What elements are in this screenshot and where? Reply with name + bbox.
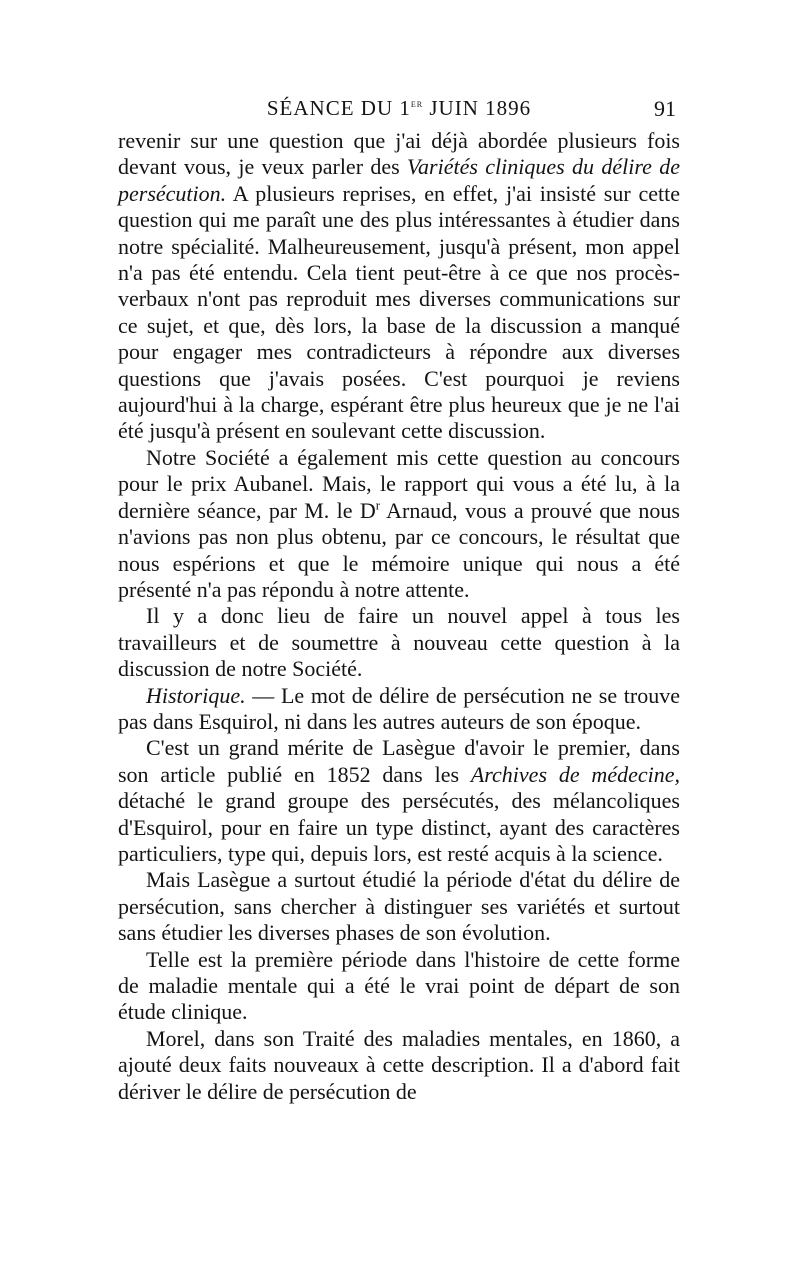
paragraph-1 <box>118 128 680 445</box>
paragraph-8: Morel, dans son Traité des maladies mentales, en 1860, a ajouté deux faits nouveaux à cette description. Il a d'abord fait dériver le délire de persécution de <box>118 1025 680 1104</box>
paragraph-5 <box>118 735 680 867</box>
section-heading-historique: Historique. <box>146 682 246 708</box>
paragraph-7: Telle est la première période dans l'histoire de cette forme de maladie mentale qui a été le vrai point de départ de son étude clinique. <box>118 946 680 1025</box>
paragraph-1-italic-title: Variétés cliniques du délire de persécution. <box>118 154 680 206</box>
running-head-part2: JUIN 1896 <box>423 96 532 120</box>
body-text <box>118 128 680 1105</box>
paragraph-2-text-a: Notre Société a également mis cette question au concours pour le prix Aubanel. Mais, le rapport qui vous a été lu, à la dernière séance, par M. le D <box>118 444 680 523</box>
paragraph-2-superscript: r <box>375 497 381 513</box>
running-head-part1: SÉANCE DU 1 <box>266 96 411 120</box>
paragraph-5-italic-journal: Archives de médecine, <box>470 761 680 787</box>
paragraph-5-text-a: C'est un grand mérite de Lasègue d'avoir le premier, dans son article publié en 1852 dans les <box>118 735 680 787</box>
paragraph-3: Il y a donc lieu de faire un nouvel appel à tous les travailleurs et de soumettre à nouveau cette question à la discussion de notre Société. <box>118 603 680 682</box>
paragraph-4 <box>118 683 680 736</box>
running-head-superscript: er <box>410 96 424 110</box>
paragraph-6: Mais Lasègue a surtout étudié la période d'état du délire de persécution, sans chercher à distinguer ses variétés et surtout sans étudier les diverses phases de son évolution. <box>118 867 680 946</box>
page-number: 91 <box>654 96 676 121</box>
page-header <box>118 96 680 128</box>
paragraph-1-text-a: revenir sur une question que j'ai déjà abordée plusieurs fois devant vous, je veux parler des <box>118 128 680 180</box>
running-head <box>118 96 680 121</box>
paragraph-1-text-b: A plusieurs reprises, en effet, j'ai insisté sur cette question qui me paraît une des plus intéressantes à étudier dans notre spécialité. Malheureusement, jusqu'à présent, mon appel n'a pas été entendu. Cela tient peut-être à ce que nos procès-verbaux n'ont pas reproduit mes diverses communications sur ce sujet, et que, dès lors, la base de la discussion a manqué pour engager mes contradicteurs à répondre aux diverses questions que j'avais posées. C'est pourquoi je reviens aujourd'hui à la charge, espérant être plus heureux que je ne l'ai été jusqu'à présent en soulevant cette discussion. <box>118 180 680 444</box>
paragraph-5-text-b: détaché le grand groupe des persécutés, des mélancoliques d'Esquirol, pour en faire un type distinct, ayant des caractères particuliers, type qui, depuis lors, est resté acquis à la science. <box>118 788 680 866</box>
paragraph-4-text: — Le mot de délire de persécution ne se trouve pas dans Esquirol, ni dans les autres auteurs de son époque. <box>118 682 680 734</box>
paragraph-2 <box>118 445 680 603</box>
paragraph-2-text-b: Arnaud, vous a prouvé que nous n'avions pas non plus obtenu, par ce concours, le résultat que nous espérions et que le mémoire unique qui nous a été présenté n'a pas répondu à notre attente. <box>118 497 680 602</box>
